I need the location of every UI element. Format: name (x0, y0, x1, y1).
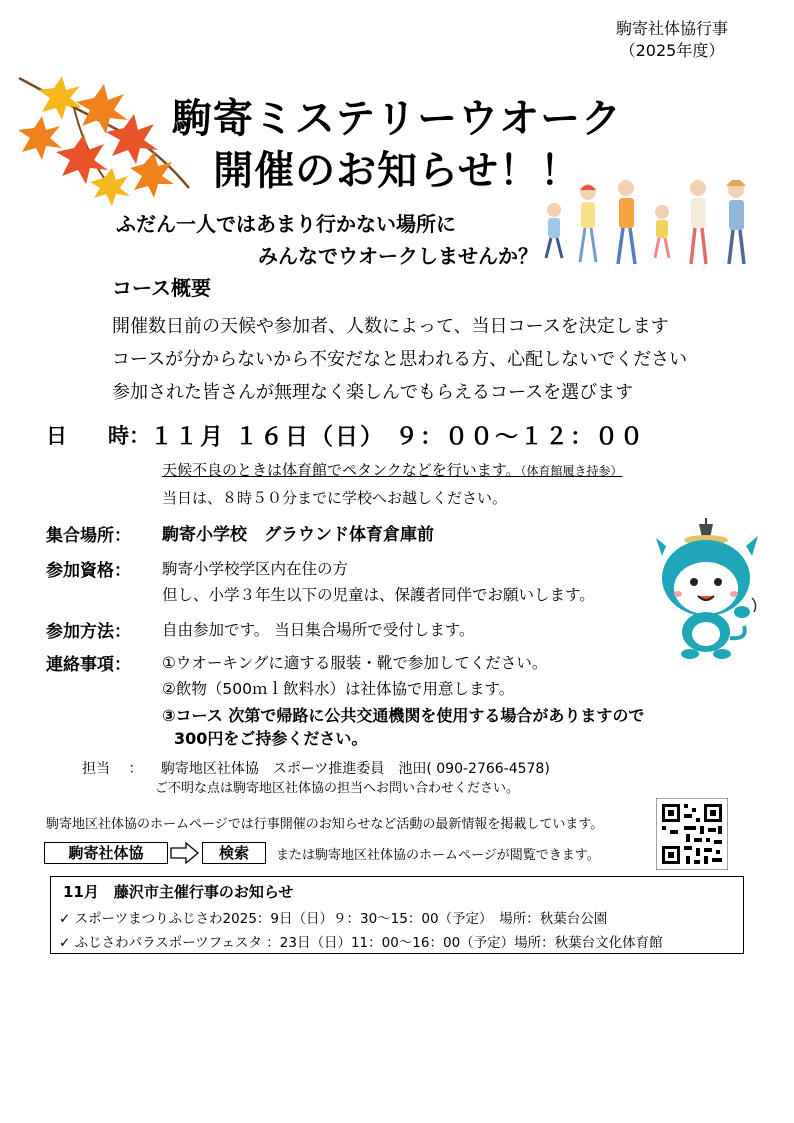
course-line: コースが分からないから不安だなと思われる方、心配しないでください (112, 349, 688, 370)
notes-item2: ②飲物（500ｍｌ飲料水）は社体協で用意します。 (162, 680, 515, 698)
eligibility-line1: 駒寄小学校学区内在住の方 (162, 560, 349, 578)
subtitle-line2: みんなでウオークしませんか？ (258, 244, 538, 268)
course-heading: コース概要 (112, 276, 211, 300)
course-line: 参加された皆さんが無理なく楽しんでもらえるコースを選びます (112, 382, 634, 403)
rain-note-small: （体育館履き持参） (520, 464, 623, 478)
contact-label: 担当 (82, 761, 110, 777)
mascot-illustration (652, 516, 764, 660)
city-event-item: ✓ ふじさわパラスポーツフェスタ ：23日（日）11：00～16：00（予定）場所：秋葉台文化体育館 (59, 935, 663, 951)
organizer-name: 駒寄社体協行事 (615, 19, 728, 38)
method-value: 自由参加です。 当日集合場所で受付します。 (162, 621, 475, 639)
rain-note (162, 459, 623, 480)
city-events-notice (50, 876, 744, 954)
arrow-right-icon (170, 842, 200, 864)
homepage-alt-text: または駒寄地区社体協のホームページが閲覧できます。 (276, 848, 600, 863)
subtitle-line1: ふだん一人ではあまり行かない場所に (116, 212, 456, 236)
contact-inquiry: ご不明な点は駒寄地区社体協の担当へお問い合わせください。 (155, 781, 520, 796)
city-events-title: 11月 藤沢市主催行事のお知らせ (63, 883, 294, 901)
walking-people-illustration (536, 178, 758, 270)
course-line: 開催数日前の天候や参加者、人数によって、当日コースを決定します (112, 316, 669, 337)
contact-colon: ： (128, 761, 143, 777)
notes-item3b: 300円をご持参ください。 (174, 729, 368, 748)
notes-label: 連絡事項： (46, 655, 131, 675)
datetime-label-a: 日 (46, 424, 67, 448)
arrival-note: 当日は、８時５０分までに学校へお越しください。 (162, 489, 508, 507)
contact-info (82, 758, 550, 778)
search-term-box[interactable]: 駒寄社体協 (44, 842, 168, 864)
search-button[interactable]: 検索 (202, 842, 266, 864)
meeting-value: 駒寄小学校 グラウンド体育倉庫前 (162, 525, 434, 545)
rain-note-text: 天候不良のときは体育館でペタンクなどを行います。 (162, 461, 521, 479)
datetime-value: １１月 １６日（日） ９：００～１２：００ (150, 424, 646, 450)
eligibility-label: 参加資格： (46, 561, 131, 581)
contact-value: 駒寄地区社体協 スポーツ推進委員 池田( 090-2766-4578) (160, 761, 550, 777)
method-label: 参加方法： (46, 622, 131, 642)
city-event-item: ✓ スポーツまつりふじさわ2025：9日（日）９：30～15：00（予定） 場所：秋葉台公園 (59, 911, 608, 927)
notes-item3a: ③コース 次第で帰路に公共交通機関を使用する場合がありますので (162, 706, 645, 725)
fiscal-year: （2025年度） (619, 41, 725, 60)
notes-item1: ①ウオーキングに適する服装・靴で参加してください。 (162, 654, 548, 672)
qr-code[interactable] (656, 798, 728, 870)
event-title-sub: 開催のお知らせ！！ (213, 148, 581, 194)
datetime-label-b: 時： (108, 424, 150, 448)
eligibility-line2: 但し、小学３年生以下の児童は、保護者同伴でお願いします。 (162, 586, 595, 604)
homepage-info: 駒寄地区社体協のホームページでは行事開催のお知らせなど活動の最新情報を掲載しています。 (46, 817, 604, 832)
meeting-label: 集合場所： (46, 526, 131, 546)
event-title: 駒寄ミステリーウオーク (171, 96, 623, 142)
organizer-header (616, 18, 728, 62)
